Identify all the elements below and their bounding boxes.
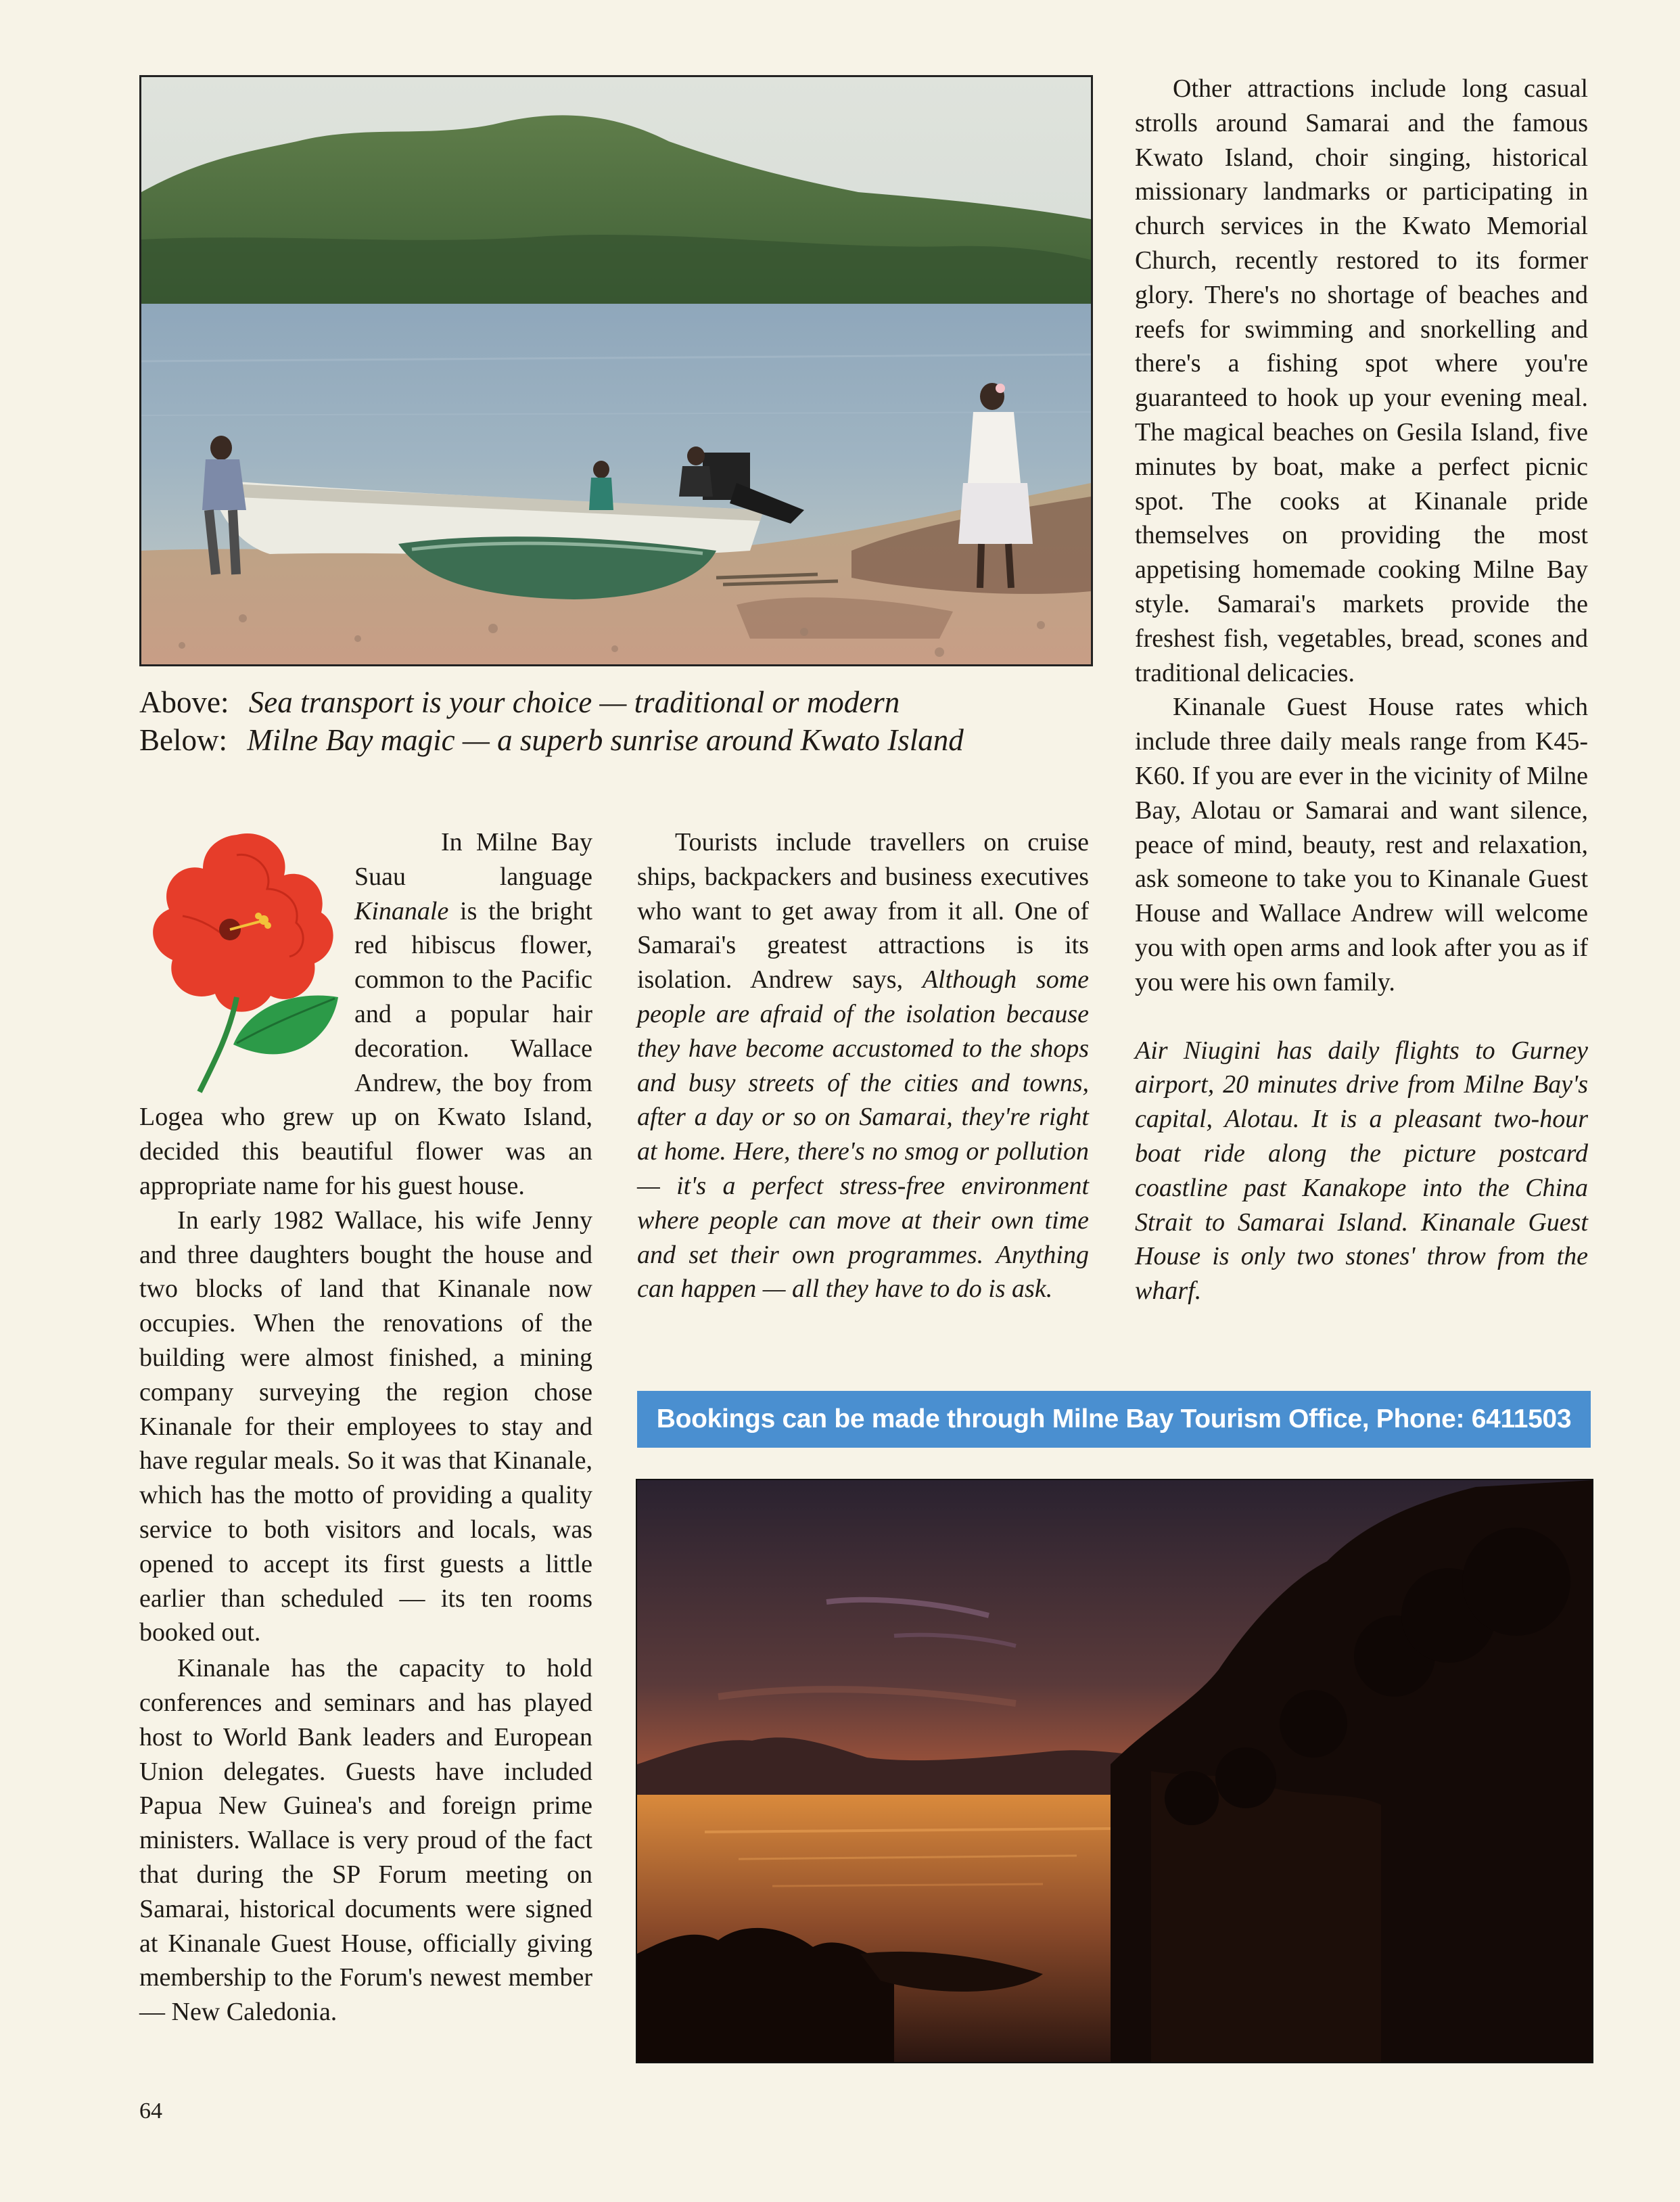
article-column-middle <box>637 825 1089 1306</box>
intro-rest: is the bright red hibiscus flower, common to the Pacific and a popular hair decoration. Wallace Andrew, the boy from Logea who grew up on Kwato Island, decided this beautiful flower was an appropriate name for his guest house. <box>139 896 593 1200</box>
caption-below <box>139 721 964 759</box>
booking-banner: Bookings can be made through Milne Bay Tourism Office, Phone: 6411503 <box>637 1391 1591 1448</box>
photo-boats-on-beach <box>139 75 1093 666</box>
article-column-left <box>139 825 592 2029</box>
paragraph-attractions: Other attractions include long casual strolls around Samarai and the famous Kwato Island, choir singing, historical missionary landmarks or participating in church services in the Kwato Memorial Church, recently restored to its former glory. There's no shortage of beaches and reefs for swimming and snorkelling and there's a fishing spot where you're guaranteed to hook up your evening meal. The magical beaches on Gesila Island, five minutes by boat, make a perfect picnic spot. The cooks at Kinanale pride themselves on providing the most appetising homemade cooking Milne Bay style. Samarai's markets provide the freshest fish, vegetables, bread, scones and traditional delicacies. <box>1135 74 1588 687</box>
kinanale-term: Kinanale <box>354 896 449 925</box>
page-number: 64 <box>139 2098 162 2124</box>
paragraph-history: In early 1982 Wallace, his wife Jenny and three daughters bought the house and two blocks of land that Kinanale now occupies. When the renovations of the building were almost finished, a mining company surveying the region chose Kinanale for their employees to stay and have regular meals. So it was that Kinanale, which has the motto of providing a quality service to both visitors and locals, was opened to accept its first guests a little earlier than scheduled — its ten rooms booked out. <box>139 1206 592 1647</box>
caption-above-label: Above: <box>139 685 229 719</box>
article-column-right <box>1135 72 1588 1308</box>
intro-lead: In Milne Bay Suau language <box>354 828 592 891</box>
paragraph-tourists: Tourists include travellers on cruise ships, backpackers and business executives who want to get away from it all. One of Samarai's greatest attractions is its isolation. Andrew says, <box>637 828 1089 994</box>
photo-sunrise-kwato-island <box>636 1479 1593 2063</box>
quote-andrew: Although some people are afraid of the isolation because they have become accustomed to the shops and busy streets of the cities and towns, after a day or so on Samarai, they're right at home. Here, there's no smog or pollution — it's a perfect stress-free environment where people can move at their own time and set their own programmes. Anything can happen — all they have to do is ask. <box>637 965 1089 1304</box>
paragraph-travel-info: Air Niugini has daily flights to Gurney airport, 20 minutes drive from Milne Bay's capital, Alotau. It is a pleasant two-hour boat ride along the picture postcard coastline past Kanakope into the China Strait to Samarai Island. Kinanale Guest House is only two stones' throw from the wharf. <box>1135 1036 1588 1306</box>
caption-below-text: Milne Bay magic — a superb sunrise around Kwato Island <box>247 723 964 757</box>
caption-below-label: Below: <box>139 723 227 757</box>
paragraph-capacity: Kinanale has the capacity to hold conferences and seminars and has played host to World Bank leaders and European Union delegates. Guests have included Papua New Guinea's and foreign prime ministers. Wallace is very proud of the fact that during the SP Forum meeting on Samarai, historical documents were signed at Kinanale Guest House, officially giving membership to the Forum's newest member — New Caledonia. <box>139 1654 592 2027</box>
caption-above-text: Sea transport is your choice — traditional or modern <box>248 685 900 719</box>
caption-above <box>139 683 900 721</box>
paragraph-rates: Kinanale Guest House rates which include three daily meals range from K45-K60. If you are ever in the vicinity of Milne Bay, Alotau or Samarai and want silence, peace of mind, beauty, rest and relaxation, ask someone to take you to Kinanale Guest House and Wallace Andrew will welcome you with open arms and look after you as if you were his own family. <box>1135 693 1588 996</box>
hibiscus-flower-illustration <box>135 821 345 1099</box>
